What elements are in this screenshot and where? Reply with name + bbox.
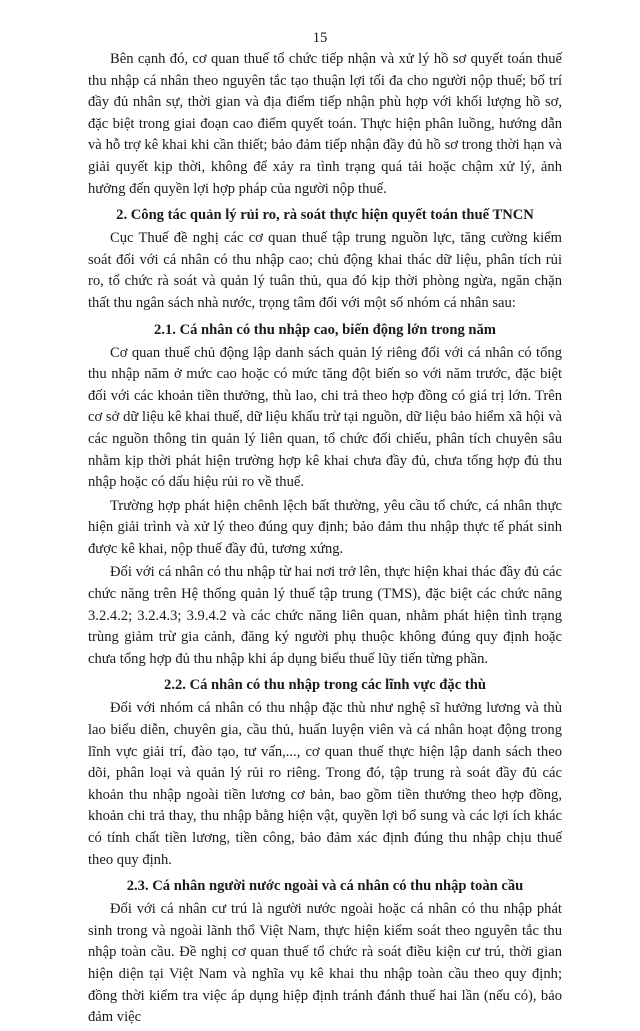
subsection-heading-foreigners: 2.3. Cá nhân người nước ngoài và cá nhân có thu nhập toàn cầu xyxy=(126,878,524,895)
paragraph-reception: Bên cạnh đó, cơ quan thuế tổ chức tiếp nhận và xử lý hồ sơ quyết toán thuế thu nhập cá nhân theo nguyên tắc tạo thuận lợi tối đa cho người nộp thuế; bố trí đầy đủ nhân sự, thời gian và địa điểm tiếp nhận phù hợp với khối lượng hồ sơ, đặc biệt trong giai đoạn cao điểm quyết toán. Thực hiện phân luồng, hướng dẫn và hỗ trợ kê khai khi cần thiết; bảo đảm tiếp nhận đầy đủ hồ sơ trong thời hạn và giải quyết kịp thời, không để xảy ra tình trạng quá tải hoặc chậm xử lý, ảnh hưởng đến quyền lợi hợp pháp của người nộp thuế. xyxy=(88,51,562,197)
paragraph-multiple-sources: Đối với cá nhân có thu nhập từ hai nơi trở lên, thực hiện khai thác đầy đủ các chức năng trên Hệ thống quản lý thuế tập trung (TMS), đặc biệt các chức năng 3.2.4.2; 3.2.4.3; 3.9.4.2 và các chức năng liên quan, nhằm phát hiện tình trạng trùng giảm trừ gia cảnh, đăng ký người phụ thuộc không đúng quy định hoặc chưa tổng hợp đủ thu nhập khi áp dụng biểu thuế lũy tiến từng phần. xyxy=(88,564,562,667)
paragraph-risk-intro: Cục Thuế đề nghị các cơ quan thuế tập trung nguồn lực, tăng cường kiểm soát đối với cá nhân có thu nhập cao; chủ động khai thác dữ liệu, phân tích rủi ro, tổ chức rà soát và quản lý tuân thủ, qua đó kịp thời phòng ngừa, ngăn chặn thất thu ngân sách nhà nước, trọng tâm đối với một số nhóm cá nhân sau: xyxy=(88,230,562,311)
paragraph-foreigners: Đối với cá nhân cư trú là người nước ngoài hoặc cá nhân có thu nhập phát sinh trong và ngoài lãnh thổ Việt Nam, thực hiện kiểm soát theo nguyên tắc thu nhập toàn cầu. Đề nghị cơ quan thuế tổ chức rà soát điều kiện cư trú, thời gian hiện diện tại Việt Nam và nghĩa vụ kê khai thu nhập toàn cầu theo quy định; đồng thời kiểm tra việc áp dụng hiệp định tránh đánh thuế hai lần (nếu có), bảo đảm việc xyxy=(88,901,562,1026)
page-number: 15 xyxy=(312,30,328,46)
document-body xyxy=(88,49,562,1031)
paragraph-discrepancy: Trường hợp phát hiện chênh lệch bất thường, yêu cầu tổ chức, cá nhân thực hiện giải trình và xử lý theo đúng quy định; bảo đảm thu nhập thực tế phát sinh được kê khai, nộp thuế đầy đủ, tương xứng. xyxy=(88,497,562,557)
section-heading-risk-management: 2. Công tác quản lý rủi ro, rà soát thực hiện quyết toán thuế TNCN xyxy=(116,207,534,224)
paragraph-high-income-list: Cơ quan thuế chủ động lập danh sách quản lý riêng đối với cá nhân có tổng thu nhập năm ở mức cao hoặc có mức tăng đột biến so với năm trước, đặc biệt đối với các khoản tiền thưởng, thù lao, chi trả theo hợp đồng có giá trị lớn. Trên cơ sở dữ liệu kê khai thuế, dữ liệu khấu trừ tại nguồn, dữ liệu bảo hiểm xã hội và các nguồn thông tin quản lý liên quan, tổ chức đối chiếu, phân tích chuyên sâu nhằm kịp thời phát hiện trường hợp kê khai chưa đầy đủ, chưa tổng hợp đủ thu nhập hoặc có dấu hiệu rủi ro về thuế. xyxy=(88,344,562,491)
subsection-heading-high-income: 2.1. Cá nhân có thu nhập cao, biến động lớn trong năm xyxy=(154,321,496,338)
paragraph-special-fields: Đối với nhóm cá nhân có thu nhập đặc thù như nghệ sĩ hưởng lương và thù lao biểu diễn, chuyên gia, cầu thủ, huấn luyện viên và cá nhân hoạt động trong lĩnh vực giải trí, đào tạo, tư vấn,..., cơ quan thuế thực hiện lập danh sách theo dõi, phân loại và quản lý rủi ro riêng. Trong đó, tập trung rà soát đầy đủ các khoản thu nhập ngoài tiền lương cơ bản, bao gồm tiền thưởng theo hợp đồng, khoản chi trả thay, thu nhập bằng hiện vật, quyền lợi bổ sung và các lợi ích khác có tính chất tiền lương, tiền công, bảo đảm xác định đúng thu nhập chịu thuế theo quy định. xyxy=(88,700,562,868)
subsection-heading-special-fields: 2.2. Cá nhân có thu nhập trong các lĩnh vực đặc thù xyxy=(164,677,486,694)
